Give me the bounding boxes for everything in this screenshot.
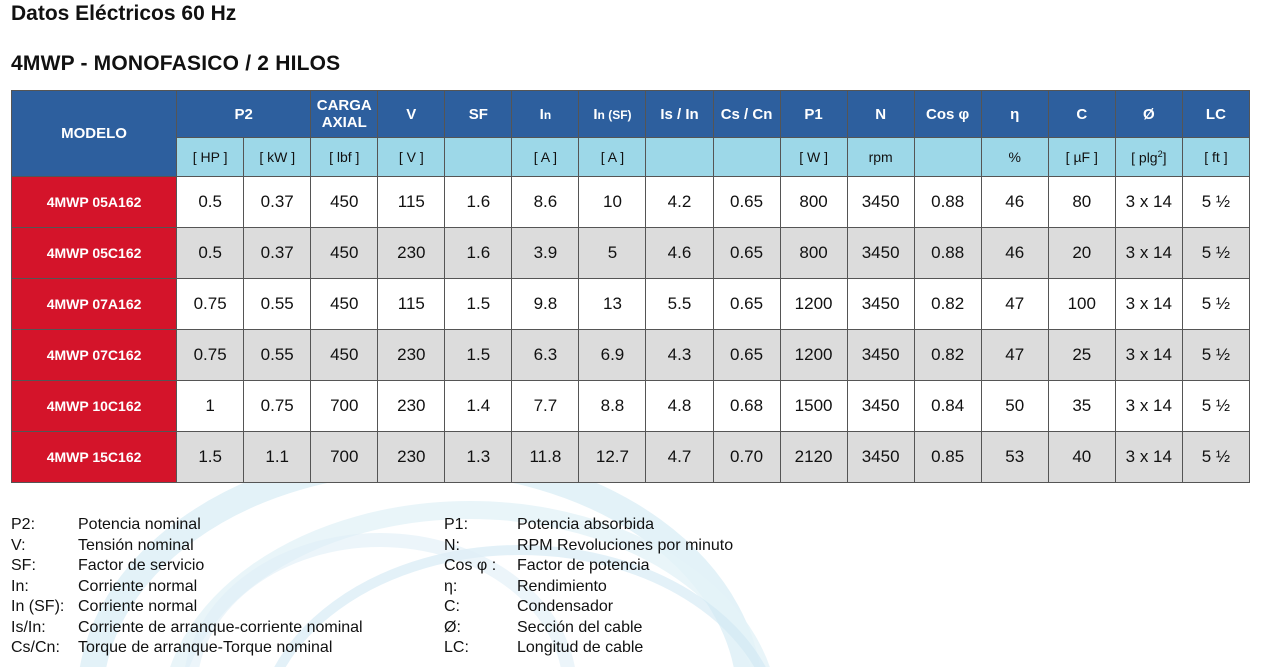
data-cell: 0.5 <box>177 228 244 279</box>
data-cell: 5 ½ <box>1182 279 1249 330</box>
legend-key: LC: <box>444 639 469 656</box>
c-header: C <box>1048 91 1115 138</box>
legend-right <box>444 515 733 659</box>
data-cell: 230 <box>378 330 445 381</box>
data-cell: 230 <box>378 228 445 279</box>
cos-phi-header: Cos φ <box>914 91 981 138</box>
data-cell: 1200 <box>780 330 847 381</box>
p1-header: P1 <box>780 91 847 138</box>
data-cell: 0.88 <box>914 177 981 228</box>
data-cell: 7.7 <box>512 381 579 432</box>
table-row <box>12 381 1250 432</box>
legend-key: In: <box>11 577 29 595</box>
data-cell: 53 <box>981 432 1048 483</box>
unit-cell <box>713 138 780 177</box>
legend-key: C: <box>444 598 460 615</box>
legend-description: Factor de servicio <box>78 557 205 574</box>
data-cell: 800 <box>780 177 847 228</box>
legend-description: Potencia absorbida <box>517 516 654 533</box>
legend-key: η: <box>444 577 458 595</box>
data-cell: 230 <box>378 381 445 432</box>
data-cell: 6.3 <box>512 330 579 381</box>
data-cell: 3 x 14 <box>1115 228 1182 279</box>
cs-cn-header: Cs / Cn <box>713 91 780 138</box>
data-cell: 4.2 <box>646 177 713 228</box>
unit-cell: [ kW ] <box>244 138 311 177</box>
data-cell: 9.8 <box>512 279 579 330</box>
table-row <box>12 279 1250 330</box>
section-subtitle: 4MWP - MONOFASICO / 2 HILOS <box>11 52 341 75</box>
model-name-cell: 4MWP 05A162 <box>12 177 177 228</box>
legend-key: Cos φ : <box>444 557 497 574</box>
table-body <box>12 177 1250 483</box>
data-cell: 5.5 <box>646 279 713 330</box>
data-cell: 450 <box>311 177 378 228</box>
v-header: V <box>378 91 445 138</box>
data-cell: 25 <box>1048 330 1115 381</box>
table-row <box>12 177 1250 228</box>
eta-header: η <box>981 91 1048 138</box>
unit-cell: [ W ] <box>780 138 847 177</box>
data-cell: 0.37 <box>244 177 311 228</box>
legend-description: Factor de potencia <box>517 557 650 574</box>
data-cell: 0.37 <box>244 228 311 279</box>
legend-left <box>11 515 363 659</box>
data-cell: 13 <box>579 279 646 330</box>
legend-item <box>11 515 363 536</box>
legend-key: Ø: <box>444 618 461 636</box>
data-cell: 12.7 <box>579 432 646 483</box>
legend-description: Sección del cable <box>517 618 643 636</box>
data-cell: 0.65 <box>713 330 780 381</box>
legend-item <box>444 597 733 618</box>
legend-item <box>11 577 363 598</box>
data-cell: 100 <box>1048 279 1115 330</box>
data-cell: 0.88 <box>914 228 981 279</box>
data-cell: 4.8 <box>646 381 713 432</box>
data-cell: 3450 <box>847 279 914 330</box>
unit-cell: [ µF ] <box>1048 138 1115 177</box>
data-cell: 3.9 <box>512 228 579 279</box>
legend-item <box>11 638 363 659</box>
model-name-cell: 4MWP 15C162 <box>12 432 177 483</box>
sf-header: SF <box>445 91 512 138</box>
data-cell: 0.82 <box>914 279 981 330</box>
data-cell: 1.5 <box>177 432 244 483</box>
data-cell: 0.82 <box>914 330 981 381</box>
legend-key: N: <box>444 536 460 554</box>
data-cell: 1 <box>177 381 244 432</box>
data-cell: 0.65 <box>713 279 780 330</box>
data-cell: 700 <box>311 381 378 432</box>
data-cell: 1.5 <box>445 330 512 381</box>
data-cell: 47 <box>981 330 1048 381</box>
legend-key: In (SF): <box>11 598 65 615</box>
data-cell: 0.70 <box>713 432 780 483</box>
legend-key: V: <box>11 536 26 554</box>
data-cell: 80 <box>1048 177 1115 228</box>
legend-item <box>11 597 363 618</box>
data-cell: 4.6 <box>646 228 713 279</box>
legend-item <box>444 536 733 557</box>
model-name-cell: 4MWP 10C162 <box>12 381 177 432</box>
data-cell: 35 <box>1048 381 1115 432</box>
data-cell: 3450 <box>847 177 914 228</box>
legend-key: Cs/Cn: <box>11 639 60 656</box>
data-cell: 2120 <box>780 432 847 483</box>
in-sf-header: In (SF) <box>579 91 646 138</box>
legend-item <box>444 618 733 639</box>
data-cell: 5 <box>579 228 646 279</box>
legend-item <box>444 515 733 536</box>
legend-item <box>444 638 733 659</box>
model-name-cell: 4MWP 07C162 <box>12 330 177 381</box>
electrical-data-table <box>11 90 1250 483</box>
unit-cell <box>445 138 512 177</box>
legend-item <box>11 536 363 557</box>
legend-description: Rendimiento <box>517 577 607 595</box>
unit-cell: [ plg$^2$] <box>1115 138 1182 177</box>
data-cell: 40 <box>1048 432 1115 483</box>
legend-key: SF: <box>11 557 36 574</box>
data-cell: 0.55 <box>244 279 311 330</box>
data-cell: 0.68 <box>713 381 780 432</box>
data-cell: 4.7 <box>646 432 713 483</box>
data-cell: 1.1 <box>244 432 311 483</box>
model-name-cell: 4MWP 05C162 <box>12 228 177 279</box>
data-cell: 0.5 <box>177 177 244 228</box>
data-cell: 5 ½ <box>1182 432 1249 483</box>
data-cell: 3 x 14 <box>1115 279 1182 330</box>
data-cell: 5 ½ <box>1182 330 1249 381</box>
diameter-header: Ø <box>1115 91 1182 138</box>
data-cell: 450 <box>311 330 378 381</box>
data-cell: 8.6 <box>512 177 579 228</box>
legend-description: Corriente de arranque-corriente nominal <box>78 618 363 636</box>
table-row <box>12 228 1250 279</box>
data-cell: 4.3 <box>646 330 713 381</box>
table-row <box>12 432 1250 483</box>
data-cell: 8.8 <box>579 381 646 432</box>
unit-cell <box>914 138 981 177</box>
data-cell: 0.84 <box>914 381 981 432</box>
model-name-cell: 4MWP 07A162 <box>12 279 177 330</box>
data-cell: 5 ½ <box>1182 177 1249 228</box>
data-cell: 46 <box>981 228 1048 279</box>
unit-cell: [ lbf ] <box>311 138 378 177</box>
data-cell: 450 <box>311 279 378 330</box>
legend-description: Potencia nominal <box>78 516 201 533</box>
model-header: MODELO <box>12 91 177 177</box>
data-cell: 450 <box>311 228 378 279</box>
in-header: In <box>512 91 579 138</box>
data-cell: 115 <box>378 279 445 330</box>
data-cell: 0.75 <box>244 381 311 432</box>
p2-header: P2 <box>177 91 311 138</box>
data-cell: 3450 <box>847 228 914 279</box>
legend-description: Torque de arranque-Torque nominal <box>78 639 333 656</box>
data-cell: 1.3 <box>445 432 512 483</box>
data-cell: 11.8 <box>512 432 579 483</box>
legend-description: RPM Revoluciones por minuto <box>517 536 734 554</box>
data-cell: 50 <box>981 381 1048 432</box>
legend-item <box>11 618 363 639</box>
data-cell: 0.75 <box>177 330 244 381</box>
legend-key: P1: <box>444 516 469 533</box>
table-row <box>12 330 1250 381</box>
data-cell: 3 x 14 <box>1115 177 1182 228</box>
data-cell: 800 <box>780 228 847 279</box>
data-cell: 20 <box>1048 228 1115 279</box>
data-cell: 3 x 14 <box>1115 330 1182 381</box>
legend-item <box>444 556 733 577</box>
data-cell: 3 x 14 <box>1115 432 1182 483</box>
page-title: Datos Eléctricos 60 Hz <box>11 2 237 25</box>
data-cell: 3450 <box>847 381 914 432</box>
data-cell: 47 <box>981 279 1048 330</box>
is-in-header: Is / In <box>646 91 713 138</box>
data-cell: 5 ½ <box>1182 381 1249 432</box>
data-cell: 0.65 <box>713 228 780 279</box>
data-cell: 1.6 <box>445 177 512 228</box>
legend-key: Is/In: <box>11 618 46 636</box>
data-cell: 115 <box>378 177 445 228</box>
data-cell: 3 x 14 <box>1115 381 1182 432</box>
legend-key: P2: <box>11 516 36 533</box>
unit-cell: [ V ] <box>378 138 445 177</box>
n-header: N <box>847 91 914 138</box>
data-cell: 3450 <box>847 432 914 483</box>
data-cell: 230 <box>378 432 445 483</box>
data-cell: 0.55 <box>244 330 311 381</box>
data-cell: 1500 <box>780 381 847 432</box>
data-cell: 1.4 <box>445 381 512 432</box>
data-cell: 6.9 <box>579 330 646 381</box>
header-row <box>12 91 1250 138</box>
unit-cell: [ ft ] <box>1182 138 1249 177</box>
data-cell: 0.85 <box>914 432 981 483</box>
unit-cell <box>646 138 713 177</box>
legend-description: Tensión nominal <box>78 536 194 554</box>
unit-cell: rpm <box>847 138 914 177</box>
unit-cell: % <box>981 138 1048 177</box>
data-cell: 10 <box>579 177 646 228</box>
data-cell: 0.75 <box>177 279 244 330</box>
data-cell: 5 ½ <box>1182 228 1249 279</box>
legend-description: Corriente normal <box>78 577 198 595</box>
data-cell: 0.65 <box>713 177 780 228</box>
data-cell: 700 <box>311 432 378 483</box>
lc-header: LC <box>1182 91 1249 138</box>
unit-cell: [ A ] <box>579 138 646 177</box>
units-row <box>12 138 1250 177</box>
data-cell: 1200 <box>780 279 847 330</box>
carga-axial-header: CARGA AXIAL <box>311 91 378 138</box>
legend-description: Longitud de cable <box>517 639 644 656</box>
data-cell: 46 <box>981 177 1048 228</box>
legend-description: Corriente normal <box>78 598 198 615</box>
data-cell: 1.5 <box>445 279 512 330</box>
legend-item <box>11 556 363 577</box>
data-cell: 1.6 <box>445 228 512 279</box>
data-cell: 3450 <box>847 330 914 381</box>
unit-cell: [ A ] <box>512 138 579 177</box>
unit-cell: [ HP ] <box>177 138 244 177</box>
legend-description: Condensador <box>517 598 614 615</box>
legend-item <box>444 577 733 598</box>
